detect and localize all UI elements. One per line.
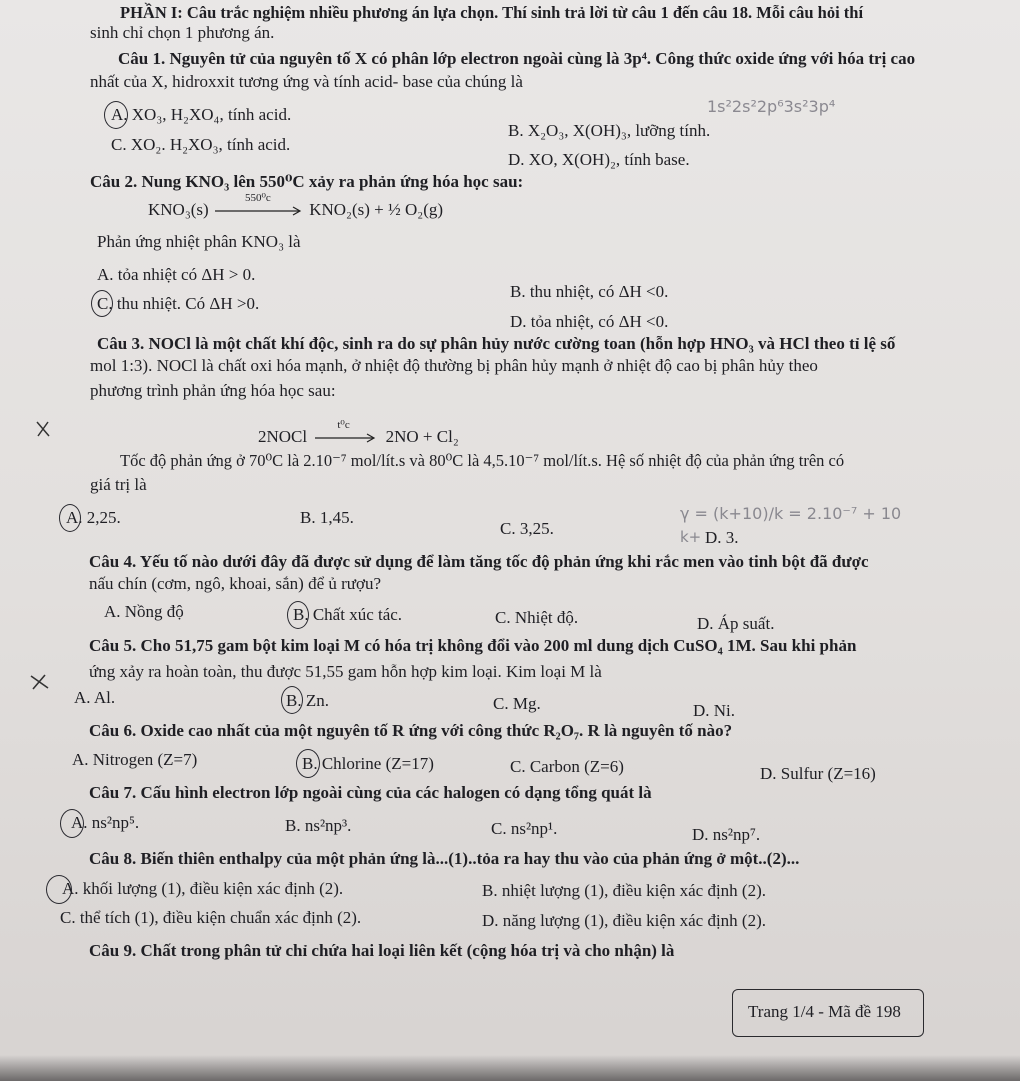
page-footer: Trang 1/4 - Mã đề 198 bbox=[748, 1002, 901, 1021]
q7-option-a[interactable]: A. ns²np⁵. bbox=[71, 813, 140, 832]
q5-option-b[interactable]: B. Zn. bbox=[286, 691, 329, 710]
section-header: PHẦN I: Câu trắc nghiệm nhiều phương án lựa chọn. Thí sinh trả lời từ câu 1 đến câu 18. Mỗi câu hỏi thí bbox=[120, 3, 864, 22]
q1-option-d[interactable]: D. XO, X(OH)₂, tính base. bbox=[508, 150, 690, 169]
answer-circle-q5 bbox=[281, 686, 303, 714]
q3-eq-condition: t⁰c bbox=[337, 419, 350, 431]
q1-stem: Câu 1. Nguyên tử của nguyên tố X có phân lớp electron ngoài cùng là 3p⁴. Công thức oxide ứng với hóa trị cao bbox=[118, 49, 916, 68]
q7-option-c[interactable]: C. ns²np¹. bbox=[491, 819, 558, 838]
q3-rate-line: Tốc độ phản ứng ở 70⁰C là 2.10⁻⁷ mol/lít.s và 80⁰C là 4,5.10⁻⁷ mol/lít.s. Hệ số nhiệt độ của phản ứng trên có bbox=[120, 451, 845, 470]
q2-eq-left: KNO₃(s) bbox=[148, 200, 209, 219]
q3-option-a[interactable]: A. 2,25. bbox=[66, 508, 121, 527]
q3-stem-line2: mol 1:3). NOCl là chất oxi hóa mạnh, ở nhiệt độ thường bị phân hủy mạnh ở nhiệt độ cao bị phân hủy theo bbox=[90, 356, 818, 375]
q7-option-d[interactable]: D. ns²np⁷. bbox=[692, 825, 761, 844]
handwritten-calc: γ = (k+10)/k = 2.10⁻⁷ + 10 bbox=[680, 504, 902, 523]
q4-option-c[interactable]: C. Nhiệt độ. bbox=[495, 608, 579, 627]
q2-option-b[interactable]: B. thu nhiệt, có ΔH <0. bbox=[510, 282, 669, 301]
q3-equation bbox=[258, 419, 459, 447]
answer-circle-q6 bbox=[296, 749, 320, 778]
reaction-arrow bbox=[215, 192, 303, 220]
q4-stem: Câu 4. Yếu tố nào dưới đây đã được sử dụng để làm tăng tốc độ phản ứng khi rắc men vào tinh bột đã được bbox=[89, 552, 869, 571]
q6-stem: Câu 6. Oxide cao nhất của một nguyên tố R ứng với công thức R₂O₇. R là nguyên tố nào? bbox=[89, 721, 733, 740]
bottom-shadow bbox=[0, 1055, 1020, 1081]
q6-option-b[interactable]: B. Chlorine (Z=17) bbox=[302, 754, 434, 773]
q8-option-b[interactable]: B. nhiệt lượng (1), điều kiện xác định (2). bbox=[482, 881, 767, 900]
q3-option-d[interactable]: D. 3. bbox=[705, 528, 739, 547]
q3-eq-left: 2NOCl bbox=[258, 427, 308, 446]
q1-option-a[interactable]: A. XO₃, H₂XO₄, tính acid. bbox=[111, 105, 292, 124]
answer-circle-q4 bbox=[287, 601, 309, 629]
q5-stem-line2: ứng xảy ra hoàn toàn, thu được 51,55 gam hỗn hợp kim loại. Kim loại M là bbox=[89, 662, 602, 681]
q4-option-a[interactable]: A. Nồng độ bbox=[104, 602, 184, 621]
q4-option-b[interactable]: B. Chất xúc tác. bbox=[293, 605, 403, 624]
q2-option-d[interactable]: D. tỏa nhiệt, có ΔH <0. bbox=[510, 312, 669, 331]
q1-option-b[interactable]: B. X₂O₃, X(OH)₃, lưỡng tính. bbox=[508, 121, 711, 140]
q7-option-b[interactable]: B. ns²np³. bbox=[285, 816, 352, 835]
q2-option-a[interactable]: A. tỏa nhiệt có ΔH > 0. bbox=[97, 265, 256, 284]
q2-option-c[interactable]: C. thu nhiệt. Có ΔH >0. bbox=[97, 294, 260, 313]
q1-stem-line2: nhất của X, hidroxxit tương ứng và tính acid- base của chúng là bbox=[90, 72, 523, 91]
q5-option-d[interactable]: D. Ni. bbox=[693, 701, 736, 720]
q9-stem: Câu 9. Chất trong phân tử chỉ chứa hai loại liên kết (cộng hóa trị và cho nhận) là bbox=[89, 941, 675, 960]
handwritten-x-icon bbox=[28, 673, 52, 691]
answer-circle-q1 bbox=[104, 101, 128, 129]
handwritten-config: 1s²2s²2p⁶3s²3p⁴ bbox=[707, 97, 836, 116]
answer-circle-q7 bbox=[60, 809, 84, 838]
q6-option-d[interactable]: D. Sulfur (Z=16) bbox=[760, 764, 876, 783]
q8-option-a[interactable]: A. khối lượng (1), điều kiện xác định (2). bbox=[62, 879, 344, 898]
q8-stem: Câu 8. Biến thiên enthalpy của một phản ứng là...(1)..tỏa ra hay thu vào của phản ứng ở một..(2)... bbox=[89, 849, 800, 868]
q3-stem: Câu 3. NOCl là một chất khí độc, sinh ra do sự phân hủy nước cường toan (hỗn hợp HNO₃ và HCl theo tỉ lệ số bbox=[97, 334, 896, 353]
q7-stem: Câu 7. Cấu hình electron lớp ngoài cùng của các halogen có dạng tổng quát là bbox=[89, 783, 652, 802]
q2-equation bbox=[148, 192, 444, 220]
answer-circle-q8 bbox=[46, 875, 72, 904]
q6-option-a[interactable]: A. Nitrogen (Z=7) bbox=[72, 750, 198, 769]
q2-eq-condition: 550⁰c bbox=[244, 192, 271, 204]
q2-stem: Câu 2. Nung KNO₃ lên 550⁰C xảy ra phản ứng hóa học sau: bbox=[90, 172, 524, 191]
q1-option-c[interactable]: C. XO₂. H₂XO₃, tính acid. bbox=[111, 135, 291, 154]
q5-option-a[interactable]: A. Al. bbox=[74, 688, 116, 707]
q3-eq-right: 2NO + Cl₂ bbox=[385, 427, 459, 446]
handwritten-k: k+ bbox=[680, 528, 702, 546]
q2-question: Phản ứng nhiệt phân KNO₃ là bbox=[97, 232, 301, 251]
q4-stem-line2: nấu chín (cơm, ngô, khoai, sắn) để ủ rượu? bbox=[89, 574, 382, 593]
q3-stem-line3: phương trình phản ứng hóa học sau: bbox=[90, 381, 336, 400]
section-header-line2: sinh chỉ chọn 1 phương án. bbox=[90, 23, 275, 42]
q6-option-c[interactable]: C. Carbon (Z=6) bbox=[510, 757, 624, 776]
reaction-arrow bbox=[315, 419, 377, 447]
answer-circle-q2 bbox=[91, 290, 113, 317]
q3-rate-line2: giá trị là bbox=[90, 475, 147, 494]
q3-option-b[interactable]: B. 1,45. bbox=[300, 508, 354, 527]
q8-option-c[interactable]: C. thể tích (1), điều kiện chuẩn xác định (2). bbox=[60, 908, 362, 927]
handwritten-x-icon bbox=[35, 420, 51, 438]
answer-circle-q3 bbox=[59, 504, 81, 532]
q2-eq-right: KNO₂(s) + ½ O₂(g) bbox=[309, 200, 444, 219]
q3-option-c[interactable]: C. 3,25. bbox=[500, 519, 554, 538]
q5-stem: Câu 5. Cho 51,75 gam bột kim loại M có hóa trị không đổi vào 200 ml dung dịch CuSO₄ 1M. Sau khi phản bbox=[89, 636, 857, 655]
q5-option-c[interactable]: C. Mg. bbox=[493, 694, 541, 713]
q8-option-d[interactable]: D. năng lượng (1), điều kiện xác định (2). bbox=[482, 911, 766, 930]
q4-option-d[interactable]: D. Áp suất. bbox=[697, 614, 775, 633]
